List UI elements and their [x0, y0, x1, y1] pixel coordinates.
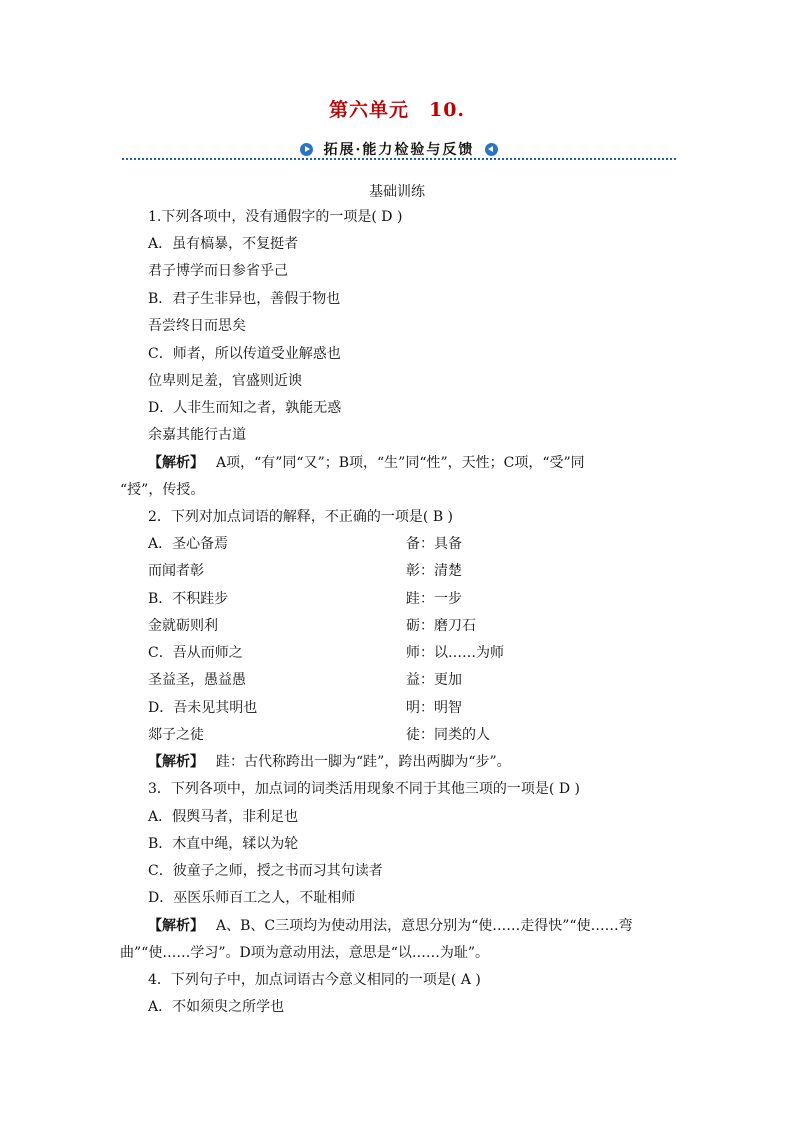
- q2-stem: 2．下列对加点词语的解释，不正确的一项是( B ): [148, 509, 454, 525]
- section-banner: [122, 139, 676, 159]
- q3-option-a: A．假舆马者，非利足也: [148, 809, 299, 825]
- q2-row: A．圣心备焉: [148, 536, 229, 552]
- q2-row: 而闻者彰: [148, 563, 204, 579]
- q1-option-d-line2: 余嘉其能行古道: [148, 427, 246, 443]
- q1-option-a-line1: A．虽有槁暴，不复挺者: [148, 236, 299, 252]
- q2-row: D．吾未见其明也: [148, 700, 258, 716]
- q2-row-gloss: 师：以……为师: [406, 645, 504, 661]
- q1-analysis-line1: 【解析】 A项，“有”同“又”；B项，“生”同“性”，天性；C项，“受”同: [148, 455, 585, 471]
- analysis-label: 【解析】: [148, 754, 204, 770]
- q2-row: B．不积跬步: [148, 591, 229, 607]
- q2-row: 郯子之徒: [148, 727, 204, 743]
- q2-row-gloss: 明：明智: [406, 700, 462, 716]
- q2-row: 圣益圣，愚益愚: [148, 672, 246, 688]
- q4-option-a: A．不如须臾之所学也: [148, 999, 285, 1015]
- q3-option-d: D．巫医乐师百工之人，不耻相师: [148, 890, 356, 906]
- q1-option-a-line2: 君子博学而日参省乎己: [148, 263, 288, 279]
- q2-row-gloss: 跬：一步: [406, 591, 462, 607]
- section-title: 基础训练: [369, 184, 425, 200]
- q3-analysis-line2: 曲”“使……学习”。D项为意动用法，意思是“以……为耻”。: [120, 945, 490, 961]
- q2-row: 金就砺则利: [148, 618, 218, 634]
- q2-row-gloss: 砺：磨刀石: [406, 618, 476, 634]
- q3-analysis-line1: 【解析】 A、B、C三项均为使动用法，意思分别为“使……走得快”“使……弯: [148, 918, 633, 934]
- q2-row-gloss: 益：更加: [406, 672, 462, 688]
- q2-analysis-line1: 【解析】 跬：古代称跨出一脚为“跬”，跨出两脚为“步”。: [148, 754, 511, 770]
- q1-option-b-line1: B．君子生非异也，善假于物也: [148, 291, 341, 307]
- q2-row-gloss: 彰：清楚: [406, 563, 462, 579]
- q3-option-b: B．木直中绳，𫐓以为轮: [148, 836, 299, 852]
- q1-option-c-line2: 位卑则足羞，官盛则近谀: [148, 373, 302, 389]
- q2-row: C．吾从而师之: [148, 645, 243, 661]
- q2-row-gloss: 备：具备: [406, 536, 462, 552]
- analysis-label: 【解析】: [148, 918, 204, 934]
- play-right-icon: [300, 143, 313, 156]
- q1-option-d-line1: D．人非生而知之者，孰能无惑: [148, 400, 342, 416]
- q1-option-c-line1: C．师者，所以传道受业解惑也: [148, 346, 341, 362]
- analysis-label: 【解析】: [148, 455, 204, 471]
- q3-stem: 3．下列各项中，加点词的词类活用现象不同于其他三项的一项是( D ): [148, 781, 580, 797]
- play-left-icon: [485, 143, 498, 156]
- q2-row-gloss: 徒：同类的人: [406, 727, 490, 743]
- q1-option-b-line2: 吾尝终日而思矣: [148, 318, 246, 334]
- unit-title: 第六单元 10.: [328, 99, 466, 121]
- q3-option-c: C．彼童子之师，授之书而习其句读者: [148, 863, 383, 879]
- q4-stem: 4．下列句子中，加点词语古今意义相同的一项是( A ): [148, 972, 481, 988]
- q1-stem: 1.下列各项中，没有通假字的一项是( D ): [148, 209, 403, 225]
- banner-label: 拓展·能力检验与反馈: [318, 142, 481, 158]
- q1-analysis-line2: “授”，传授。: [120, 482, 205, 498]
